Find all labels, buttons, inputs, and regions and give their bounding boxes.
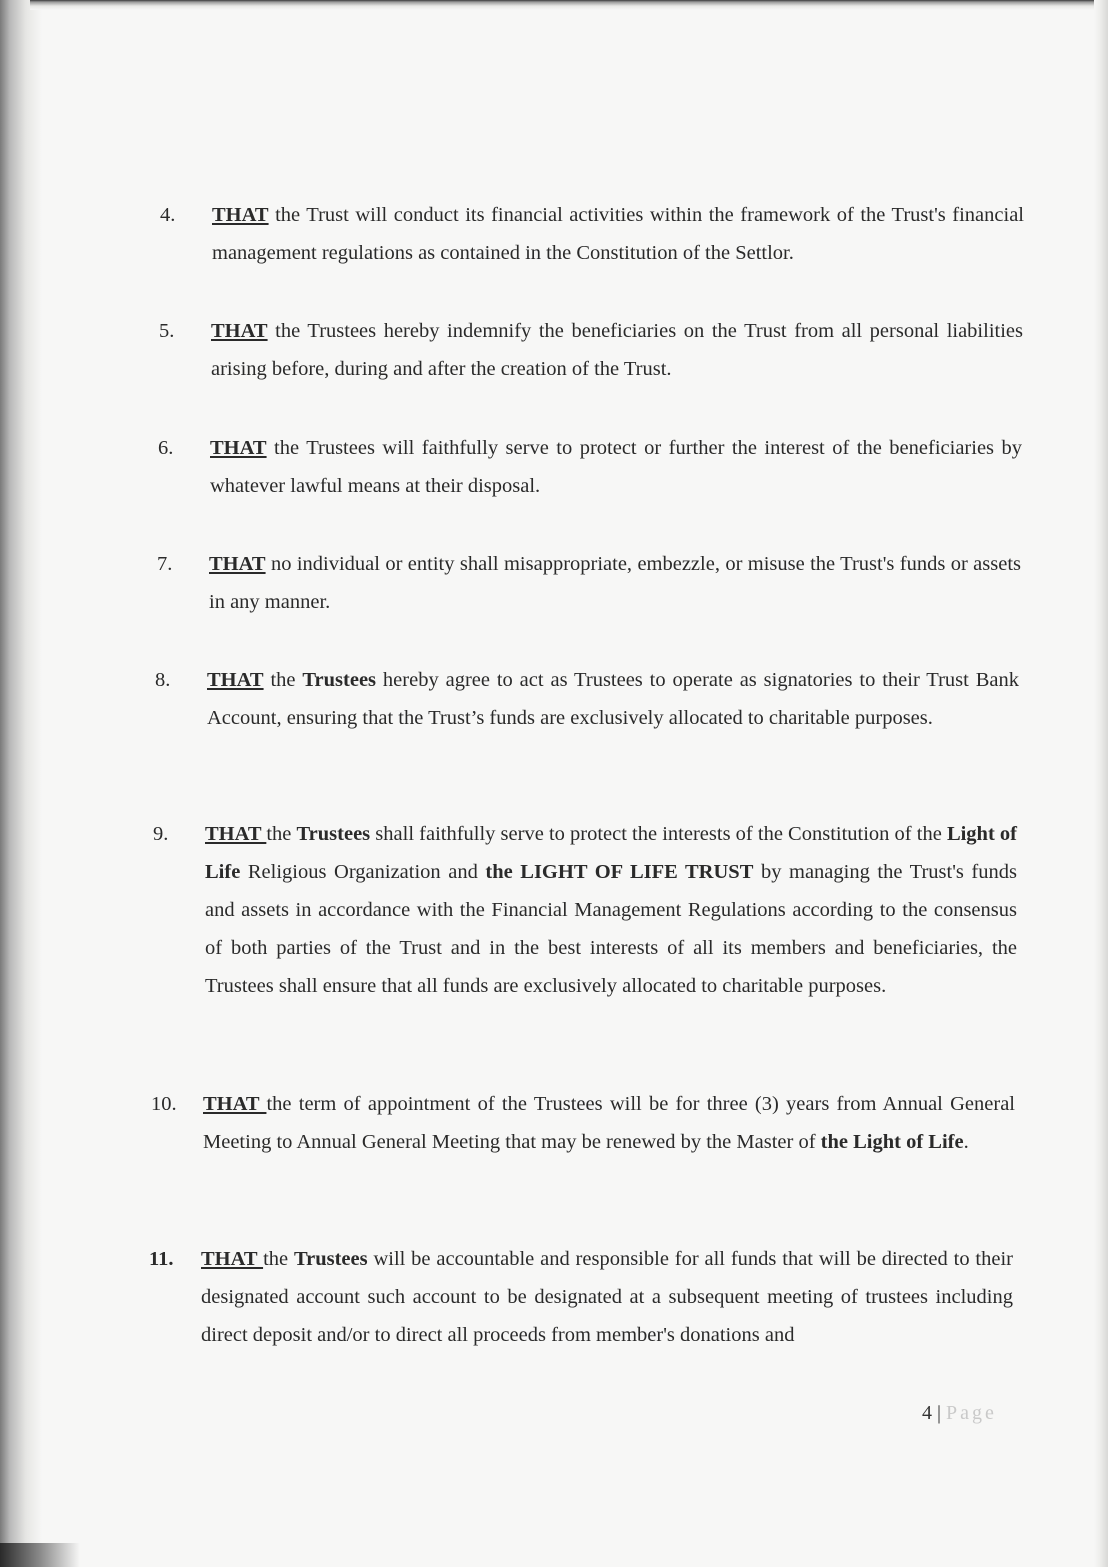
clause-text: [205, 823, 1017, 997]
scan-shadow-top: [30, 0, 1108, 10]
clause: [151, 1085, 1015, 1161]
clause-text-segment: Religious Organization and: [240, 861, 486, 883]
clause-bold-text: Trustees: [293, 1248, 368, 1270]
clause-bold-text: Trustees: [296, 823, 371, 845]
clause-bold-text: Trustees: [302, 669, 377, 691]
clause-text: [201, 1248, 1013, 1346]
clause-lead-that: THAT: [212, 204, 269, 226]
clause-lead-that: THAT: [209, 553, 266, 575]
clause-text: [211, 320, 1023, 380]
clause-lead-that: THAT: [207, 669, 264, 691]
page-separator: |: [932, 1402, 947, 1424]
page-number: 4: [922, 1402, 932, 1424]
clause-text-segment: the Trustees will faithfully serve to protect or further the interest of the beneficiaries by whatever lawful means at their disposal.: [210, 437, 1022, 497]
clause-text: [210, 437, 1022, 497]
clause: [160, 196, 1024, 272]
scan-shadow-right: [1094, 0, 1108, 1567]
clause-number: 9.: [153, 823, 169, 845]
clause-text: [209, 553, 1021, 613]
clause-text: [212, 204, 1024, 264]
clause-lead-that: THAT: [211, 320, 268, 342]
clause-lead-that: THAT: [210, 437, 267, 459]
clause-number: 6.: [158, 437, 174, 459]
clause: [149, 1240, 1013, 1354]
clause-text: [207, 669, 1019, 729]
clause: [153, 815, 1017, 1005]
clause-lead-that: THAT: [201, 1248, 264, 1270]
clause-number: 4.: [160, 204, 176, 226]
clause-bold-text: the LIGHT OF LIFE TRUST: [485, 861, 754, 883]
clause: [159, 312, 1023, 388]
clause-text-segment: the term of appointment of the Trustees will be for three (3) years from Annual General Meeting to Annual General Meeting that may be renewed by the Master of: [203, 1093, 1015, 1153]
clause-text: [203, 1093, 1015, 1153]
clause-number: 10.: [151, 1093, 177, 1115]
clause-bold-text: Light of Life: [205, 823, 1017, 883]
clause-text-segment: the Trust will conduct its financial activities within the framework of the Trust's financial management regulations as contained in the Constitution of the Settlor.: [212, 204, 1024, 264]
clause-text-segment: will be accountable and responsible for all funds that will be directed to their designated account such account to be designated at a subsequent meeting of trustees including direct deposit and/or to direct all proceeds from member's donations and: [201, 1248, 1013, 1346]
page-footer: [922, 1402, 997, 1425]
page-word: Page: [946, 1402, 997, 1424]
clause: [155, 661, 1020, 737]
scan-shadow-corner: [0, 1543, 80, 1567]
clause-text-segment: .: [963, 1131, 969, 1153]
clause-number: 11.: [149, 1248, 174, 1270]
clause-text-segment: the: [263, 1248, 294, 1270]
scan-shadow-left: [0, 0, 42, 1567]
clause-text-segment: hereby agree to act as Trustees to operate as signatories to their Trust Bank Account, ensuring that the Trust’s funds are exclusively allocated to charitable purposes.: [207, 669, 1020, 729]
clause: [157, 545, 1021, 621]
clause-number: 5.: [159, 320, 175, 342]
clause-text-segment: no individual or entity shall misappropriate, embezzle, or misuse the Trust's funds or assets in any manner.: [209, 553, 1021, 613]
clause-text-segment: the: [263, 669, 303, 691]
clause-lead-that: THAT: [203, 1093, 267, 1115]
clause-lead-that: THAT: [205, 823, 267, 845]
clause-text-segment: shall faithfully serve to protect the interests of the Constitution of the: [370, 823, 947, 845]
clause: [158, 429, 1022, 505]
clause-bold-text: the Light of Life: [820, 1131, 964, 1153]
clause-number: 7.: [157, 553, 173, 575]
clause-text-segment: the Trustees hereby indemnify the beneficiaries on the Trust from all personal liabilities arising before, during and after the creation of the Trust.: [211, 320, 1023, 380]
clause-text-segment: by managing the Trust's funds and assets in accordance with the Financial Management Regulations according to the consensus of both parties of the Trust and in the best interests of all its members and beneficiaries, the Trustees shall ensure that all funds are exclusively allocated to charitable purposes.: [205, 861, 1017, 997]
clause-number: 8.: [155, 669, 171, 691]
clause-text-segment: the: [266, 823, 297, 845]
